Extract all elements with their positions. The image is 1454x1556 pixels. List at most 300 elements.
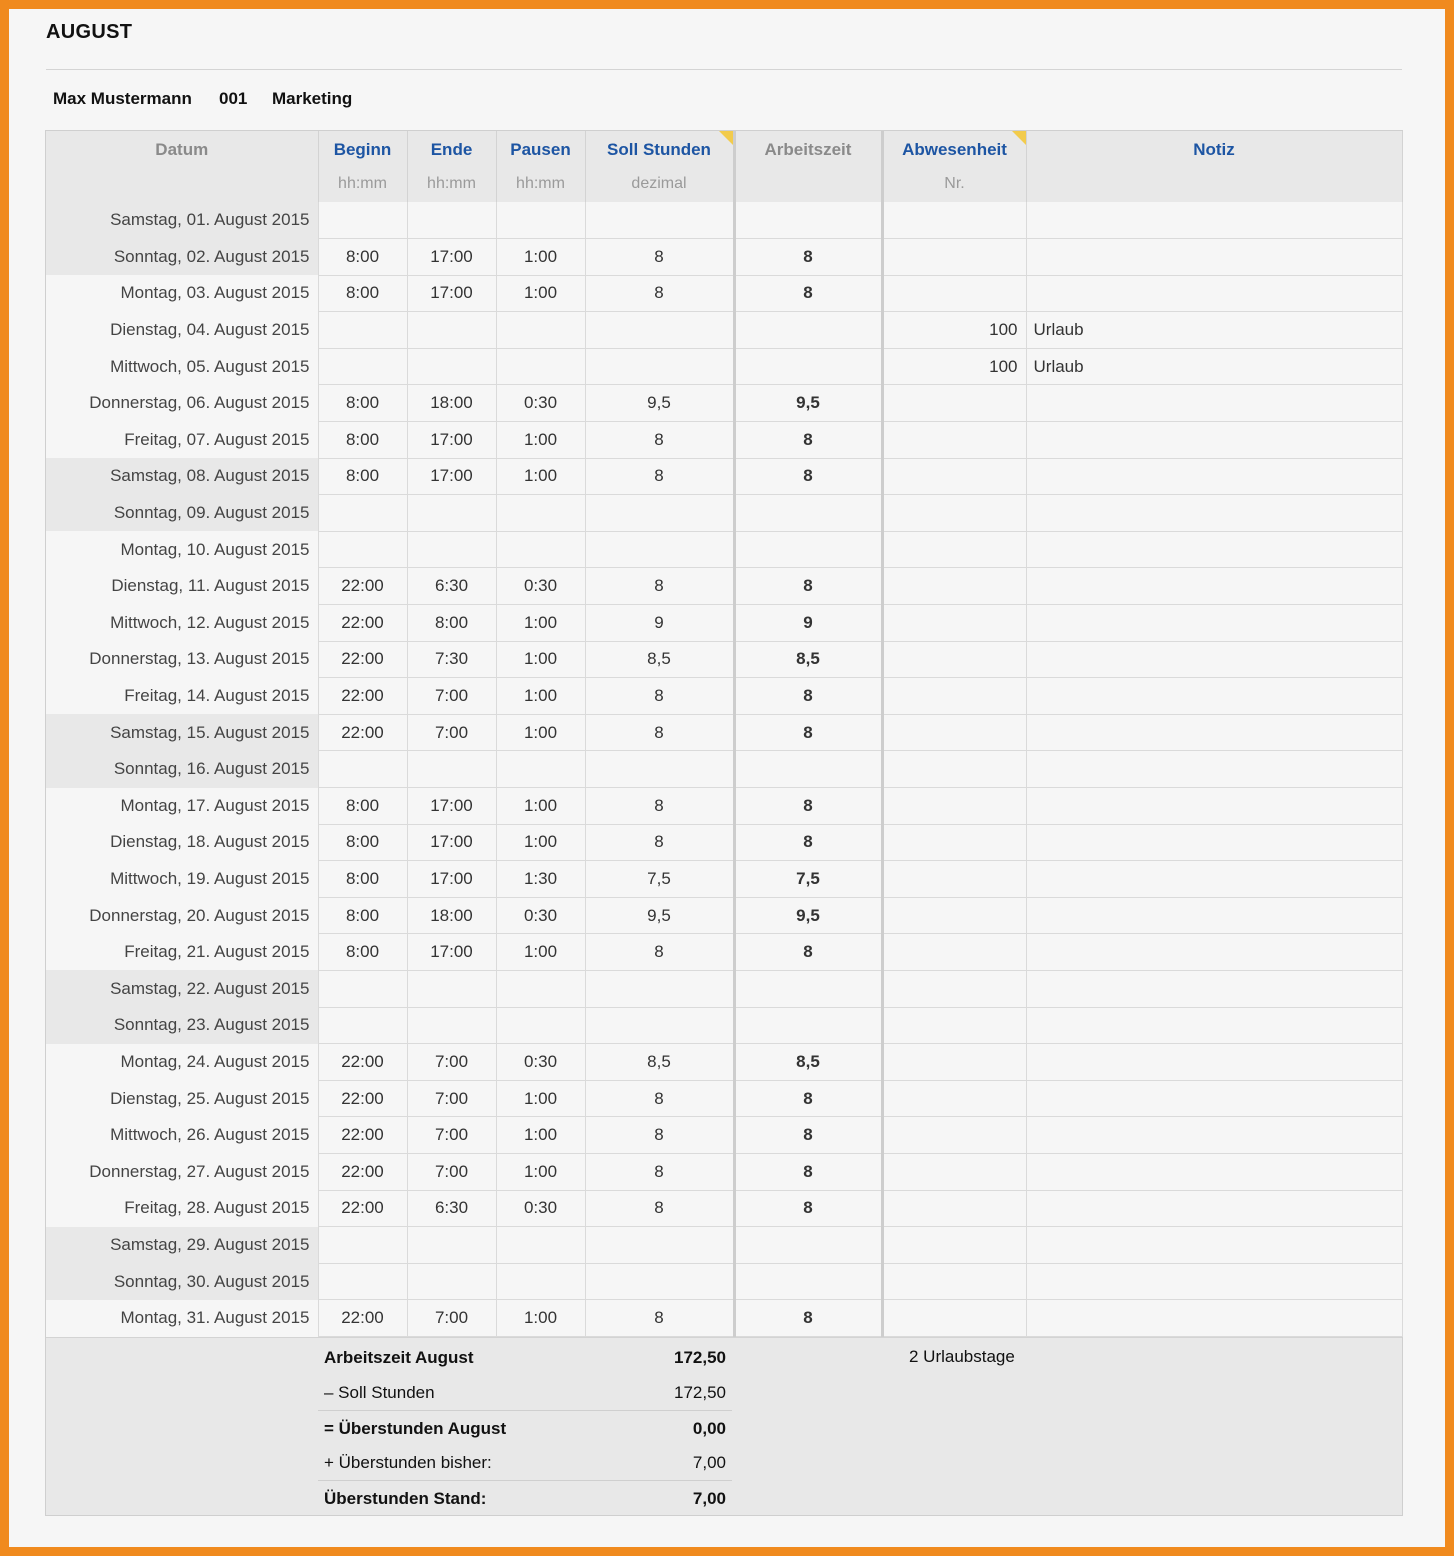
pausen-cell[interactable]: 1:00 bbox=[496, 275, 585, 312]
beginn-cell[interactable] bbox=[318, 751, 407, 788]
ende-cell[interactable]: 7:00 bbox=[407, 1044, 496, 1081]
notiz-cell[interactable] bbox=[1026, 641, 1402, 678]
date-cell: Donnerstag, 20. August 2015 bbox=[46, 897, 318, 934]
table-row bbox=[46, 714, 1402, 751]
arbeitszeit-cell: 8 bbox=[734, 678, 882, 715]
pausen-cell[interactable] bbox=[496, 202, 585, 239]
notiz-cell[interactable] bbox=[1026, 531, 1402, 568]
ende-cell[interactable]: 17:00 bbox=[407, 239, 496, 276]
beginn-cell[interactable] bbox=[318, 1007, 407, 1044]
arbeitszeit-cell: 8 bbox=[734, 275, 882, 312]
beginn-cell[interactable]: 8:00 bbox=[318, 934, 407, 971]
notiz-cell[interactable] bbox=[1026, 495, 1402, 532]
notiz-cell[interactable] bbox=[1026, 458, 1402, 495]
table-row bbox=[46, 1263, 1402, 1300]
abwesenheit-cell[interactable] bbox=[882, 1007, 1026, 1044]
notiz-cell[interactable] bbox=[1026, 605, 1402, 642]
date-cell: Dienstag, 25. August 2015 bbox=[46, 1080, 318, 1117]
ende-cell[interactable]: 17:00 bbox=[407, 934, 496, 971]
table-row bbox=[46, 458, 1402, 495]
arbeitszeit-cell: 8,5 bbox=[734, 641, 882, 678]
abwesenheit-cell[interactable] bbox=[882, 824, 1026, 861]
employee-name: Max Mustermann bbox=[53, 89, 192, 108]
date-cell: Dienstag, 04. August 2015 bbox=[46, 312, 318, 349]
ende-cell[interactable]: 7:00 bbox=[407, 1300, 496, 1337]
soll-cell[interactable]: 9 bbox=[585, 605, 734, 642]
ende-cell[interactable] bbox=[407, 751, 496, 788]
ende-cell[interactable] bbox=[407, 531, 496, 568]
employee-department: Marketing bbox=[272, 89, 353, 108]
beginn-cell[interactable]: 22:00 bbox=[318, 641, 407, 678]
notiz-cell[interactable] bbox=[1026, 1117, 1402, 1154]
table-row bbox=[46, 1190, 1402, 1227]
soll-cell[interactable]: 8 bbox=[585, 824, 734, 861]
ende-cell[interactable] bbox=[407, 1007, 496, 1044]
pausen-cell[interactable] bbox=[496, 531, 585, 568]
date-cell: Dienstag, 11. August 2015 bbox=[46, 568, 318, 605]
pausen-cell[interactable] bbox=[496, 348, 585, 385]
table-row bbox=[46, 1044, 1402, 1081]
ende-cell[interactable] bbox=[407, 1227, 496, 1264]
notiz-cell[interactable] bbox=[1026, 239, 1402, 276]
date-cell: Samstag, 29. August 2015 bbox=[46, 1227, 318, 1264]
arbeitszeit-cell: 8 bbox=[734, 239, 882, 276]
soll-cell[interactable]: 9,5 bbox=[585, 897, 734, 934]
beginn-cell[interactable]: 22:00 bbox=[318, 1153, 407, 1190]
ende-cell[interactable]: 7:00 bbox=[407, 1117, 496, 1154]
col-soll-stunden[interactable]: Soll Stunden dezimal bbox=[585, 131, 734, 202]
table-row bbox=[46, 568, 1402, 605]
arbeitszeit-cell bbox=[734, 312, 882, 349]
arbeitszeit-cell: 8 bbox=[734, 934, 882, 971]
beginn-cell[interactable] bbox=[318, 1263, 407, 1300]
abwesenheit-cell[interactable] bbox=[882, 422, 1026, 459]
arbeitszeit-cell bbox=[734, 970, 882, 1007]
table-row bbox=[46, 312, 1402, 349]
soll-cell[interactable] bbox=[585, 1227, 734, 1264]
table-row bbox=[46, 495, 1402, 532]
beginn-cell[interactable]: 22:00 bbox=[318, 714, 407, 751]
date-cell: Mittwoch, 05. August 2015 bbox=[46, 348, 318, 385]
date-cell: Montag, 17. August 2015 bbox=[46, 788, 318, 825]
arbeitszeit-cell: 8 bbox=[734, 1190, 882, 1227]
pausen-cell[interactable] bbox=[496, 495, 585, 532]
arbeitszeit-cell bbox=[734, 495, 882, 532]
ende-cell[interactable]: 7:00 bbox=[407, 714, 496, 751]
soll-cell[interactable]: 8 bbox=[585, 678, 734, 715]
pausen-cell[interactable] bbox=[496, 312, 585, 349]
notiz-cell[interactable] bbox=[1026, 568, 1402, 605]
ende-cell[interactable]: 17:00 bbox=[407, 861, 496, 898]
ende-cell[interactable] bbox=[407, 495, 496, 532]
notiz-cell[interactable]: Urlaub bbox=[1026, 348, 1402, 385]
soll-cell[interactable]: 8 bbox=[585, 1190, 734, 1227]
soll-cell[interactable]: 9,5 bbox=[585, 385, 734, 422]
abwesenheit-cell[interactable] bbox=[882, 751, 1026, 788]
table-row bbox=[46, 422, 1402, 459]
table-row bbox=[46, 605, 1402, 642]
date-cell: Mittwoch, 12. August 2015 bbox=[46, 605, 318, 642]
ende-cell[interactable] bbox=[407, 312, 496, 349]
pausen-cell[interactable] bbox=[496, 751, 585, 788]
abwesenheit-cell[interactable] bbox=[882, 1263, 1026, 1300]
soll-cell[interactable]: 8 bbox=[585, 714, 734, 751]
col-abwesenheit[interactable]: Abwesenheit Nr. bbox=[882, 131, 1026, 202]
date-cell: Donnerstag, 13. August 2015 bbox=[46, 641, 318, 678]
arbeitszeit-cell: 8 bbox=[734, 1300, 882, 1337]
soll-cell[interactable]: 8,5 bbox=[585, 1044, 734, 1081]
beginn-cell[interactable]: 8:00 bbox=[318, 897, 407, 934]
notiz-cell[interactable] bbox=[1026, 275, 1402, 312]
ende-cell[interactable]: 17:00 bbox=[407, 788, 496, 825]
beginn-cell[interactable]: 22:00 bbox=[318, 568, 407, 605]
ende-cell[interactable]: 8:00 bbox=[407, 605, 496, 642]
table-row bbox=[46, 1080, 1402, 1117]
beginn-cell[interactable]: 8:00 bbox=[318, 239, 407, 276]
pausen-cell[interactable]: 1:30 bbox=[496, 861, 585, 898]
soll-cell[interactable] bbox=[585, 348, 734, 385]
beginn-cell[interactable]: 22:00 bbox=[318, 605, 407, 642]
pausen-cell[interactable] bbox=[496, 1227, 585, 1264]
ende-cell[interactable]: 17:00 bbox=[407, 422, 496, 459]
abwesenheit-cell[interactable] bbox=[882, 861, 1026, 898]
summary-ueberstunden-stand: Überstunden Stand: 7,00 bbox=[318, 1480, 732, 1515]
date-cell: Freitag, 21. August 2015 bbox=[46, 934, 318, 971]
beginn-cell[interactable]: 22:00 bbox=[318, 678, 407, 715]
notiz-cell[interactable] bbox=[1026, 678, 1402, 715]
notiz-cell[interactable] bbox=[1026, 1190, 1402, 1227]
table-row bbox=[46, 1117, 1402, 1154]
date-cell: Sonntag, 02. August 2015 bbox=[46, 239, 318, 276]
date-cell: Mittwoch, 19. August 2015 bbox=[46, 861, 318, 898]
col-ende[interactable]: Ende hh:mm bbox=[407, 131, 496, 202]
arbeitszeit-cell bbox=[734, 531, 882, 568]
date-cell: Samstag, 22. August 2015 bbox=[46, 970, 318, 1007]
table-row bbox=[46, 751, 1402, 788]
abwesenheit-cell[interactable]: 100 bbox=[882, 312, 1026, 349]
arbeitszeit-cell: 8 bbox=[734, 1117, 882, 1154]
notiz-cell[interactable] bbox=[1026, 897, 1402, 934]
abwesenheit-cell[interactable] bbox=[882, 531, 1026, 568]
ende-cell[interactable]: 7:00 bbox=[407, 1080, 496, 1117]
date-cell: Sonntag, 09. August 2015 bbox=[46, 495, 318, 532]
date-cell: Sonntag, 16. August 2015 bbox=[46, 751, 318, 788]
table-row bbox=[46, 1153, 1402, 1190]
abwesenheit-cell[interactable] bbox=[882, 1153, 1026, 1190]
date-cell: Samstag, 01. August 2015 bbox=[46, 202, 318, 239]
abwesenheit-cell[interactable] bbox=[882, 202, 1026, 239]
notiz-cell[interactable] bbox=[1026, 1153, 1402, 1190]
arbeitszeit-cell bbox=[734, 751, 882, 788]
arbeitszeit-cell bbox=[734, 1263, 882, 1300]
abwesenheit-cell[interactable] bbox=[882, 897, 1026, 934]
pausen-cell[interactable]: 1:00 bbox=[496, 1117, 585, 1154]
pausen-cell[interactable]: 0:30 bbox=[496, 897, 585, 934]
date-cell: Donnerstag, 27. August 2015 bbox=[46, 1153, 318, 1190]
notiz-cell[interactable] bbox=[1026, 1007, 1402, 1044]
pausen-cell[interactable]: 1:00 bbox=[496, 1153, 585, 1190]
arbeitszeit-cell: 8 bbox=[734, 824, 882, 861]
beginn-cell[interactable]: 8:00 bbox=[318, 788, 407, 825]
title-divider bbox=[46, 69, 1402, 70]
notiz-cell[interactable] bbox=[1026, 751, 1402, 788]
ende-cell[interactable] bbox=[407, 1263, 496, 1300]
arbeitszeit-cell: 8,5 bbox=[734, 1044, 882, 1081]
ende-cell[interactable] bbox=[407, 970, 496, 1007]
soll-cell[interactable] bbox=[585, 312, 734, 349]
table-row bbox=[46, 1227, 1402, 1264]
notiz-cell[interactable] bbox=[1026, 970, 1402, 1007]
abwesenheit-cell[interactable] bbox=[882, 1044, 1026, 1081]
date-cell: Freitag, 28. August 2015 bbox=[46, 1190, 318, 1227]
abwesenheit-cell[interactable] bbox=[882, 239, 1026, 276]
arbeitszeit-cell: 8 bbox=[734, 1153, 882, 1190]
arbeitszeit-cell: 8 bbox=[734, 788, 882, 825]
pausen-cell[interactable]: 1:00 bbox=[496, 605, 585, 642]
pausen-cell[interactable]: 1:00 bbox=[496, 422, 585, 459]
table-row bbox=[46, 385, 1402, 422]
ende-cell[interactable]: 17:00 bbox=[407, 458, 496, 495]
beginn-cell[interactable]: 8:00 bbox=[318, 385, 407, 422]
beginn-cell[interactable] bbox=[318, 495, 407, 532]
abwesenheit-cell[interactable] bbox=[882, 458, 1026, 495]
arbeitszeit-cell: 9,5 bbox=[734, 897, 882, 934]
date-cell: Freitag, 14. August 2015 bbox=[46, 678, 318, 715]
col-arbeitszeit: Arbeitszeit bbox=[734, 131, 882, 202]
table-row bbox=[46, 934, 1402, 971]
abwesenheit-cell[interactable] bbox=[882, 1117, 1026, 1154]
soll-cell[interactable]: 8 bbox=[585, 568, 734, 605]
pausen-cell[interactable]: 1:00 bbox=[496, 934, 585, 971]
beginn-cell[interactable]: 22:00 bbox=[318, 1117, 407, 1154]
summary-arbeitszeit: Arbeitszeit August 172,50 bbox=[324, 1347, 726, 1367]
table-row bbox=[46, 1007, 1402, 1044]
notiz-cell[interactable] bbox=[1026, 861, 1402, 898]
employee-number: 001 bbox=[219, 89, 248, 108]
notiz-cell[interactable] bbox=[1026, 824, 1402, 861]
pausen-cell[interactable]: 0:30 bbox=[496, 1190, 585, 1227]
abwesenheit-cell[interactable] bbox=[882, 1190, 1026, 1227]
abwesenheit-cell[interactable] bbox=[882, 714, 1026, 751]
abwesenheit-cell[interactable] bbox=[882, 275, 1026, 312]
pausen-cell[interactable]: 1:00 bbox=[496, 1080, 585, 1117]
ende-cell[interactable]: 18:00 bbox=[407, 385, 496, 422]
abwesenheit-cell[interactable] bbox=[882, 970, 1026, 1007]
table-row bbox=[46, 788, 1402, 825]
beginn-cell[interactable] bbox=[318, 312, 407, 349]
table-row bbox=[46, 678, 1402, 715]
beginn-cell[interactable]: 22:00 bbox=[318, 1300, 407, 1337]
soll-cell[interactable]: 8 bbox=[585, 1117, 734, 1154]
page-title: AUGUST bbox=[46, 21, 133, 43]
arbeitszeit-cell bbox=[734, 1007, 882, 1044]
abwesenheit-cell[interactable] bbox=[882, 641, 1026, 678]
notiz-cell[interactable] bbox=[1026, 1080, 1402, 1117]
pausen-cell[interactable]: 1:00 bbox=[496, 239, 585, 276]
table-row bbox=[46, 1300, 1402, 1337]
ende-cell[interactable]: 6:30 bbox=[407, 1190, 496, 1227]
pausen-cell[interactable] bbox=[496, 1007, 585, 1044]
ende-cell[interactable]: 7:00 bbox=[407, 1153, 496, 1190]
pausen-cell[interactable] bbox=[496, 1263, 585, 1300]
beginn-cell[interactable]: 22:00 bbox=[318, 1190, 407, 1227]
table-row bbox=[46, 824, 1402, 861]
table-row bbox=[46, 202, 1402, 239]
abwesenheit-cell[interactable] bbox=[882, 678, 1026, 715]
pausen-cell[interactable]: 1:00 bbox=[496, 1300, 585, 1337]
notiz-cell[interactable] bbox=[1026, 934, 1402, 971]
date-cell: Montag, 31. August 2015 bbox=[46, 1300, 318, 1337]
beginn-cell[interactable]: 22:00 bbox=[318, 1080, 407, 1117]
abwesenheit-cell[interactable] bbox=[882, 1300, 1026, 1337]
soll-cell[interactable] bbox=[585, 751, 734, 788]
date-cell: Montag, 10. August 2015 bbox=[46, 531, 318, 568]
soll-cell[interactable]: 8 bbox=[585, 788, 734, 825]
date-cell: Freitag, 07. August 2015 bbox=[46, 422, 318, 459]
soll-cell[interactable] bbox=[585, 1263, 734, 1300]
abwesenheit-cell[interactable] bbox=[882, 934, 1026, 971]
abwesenheit-cell[interactable] bbox=[882, 605, 1026, 642]
table-row bbox=[46, 531, 1402, 568]
date-cell: Sonntag, 30. August 2015 bbox=[46, 1263, 318, 1300]
soll-cell[interactable] bbox=[585, 970, 734, 1007]
date-cell: Montag, 03. August 2015 bbox=[46, 275, 318, 312]
col-datum: Datum bbox=[46, 131, 318, 202]
beginn-cell[interactable] bbox=[318, 531, 407, 568]
pausen-cell[interactable] bbox=[496, 970, 585, 1007]
pausen-cell[interactable]: 1:00 bbox=[496, 788, 585, 825]
abwesenheit-cell[interactable] bbox=[882, 495, 1026, 532]
arbeitszeit-cell: 9,5 bbox=[734, 385, 882, 422]
pausen-cell[interactable]: 1:00 bbox=[496, 824, 585, 861]
abwesenheit-cell[interactable] bbox=[882, 788, 1026, 825]
col-beginn[interactable]: Beginn hh:mm bbox=[318, 131, 407, 202]
soll-cell[interactable]: 8 bbox=[585, 422, 734, 459]
arbeitszeit-cell: 8 bbox=[734, 568, 882, 605]
arbeitszeit-cell bbox=[734, 348, 882, 385]
ende-cell[interactable]: 18:00 bbox=[407, 897, 496, 934]
notiz-cell[interactable] bbox=[1026, 1227, 1402, 1264]
soll-cell[interactable]: 8 bbox=[585, 1300, 734, 1337]
notiz-cell[interactable] bbox=[1026, 788, 1402, 825]
abwesenheit-cell[interactable] bbox=[882, 1227, 1026, 1264]
soll-cell[interactable]: 8,5 bbox=[585, 641, 734, 678]
notiz-cell[interactable] bbox=[1026, 385, 1402, 422]
abwesenheit-cell[interactable]: 100 bbox=[882, 348, 1026, 385]
soll-cell[interactable] bbox=[585, 1007, 734, 1044]
summary-panel bbox=[46, 1337, 1402, 1515]
pausen-cell[interactable]: 0:30 bbox=[496, 385, 585, 422]
notiz-cell[interactable] bbox=[1026, 1263, 1402, 1300]
ende-cell[interactable]: 6:30 bbox=[407, 568, 496, 605]
soll-cell[interactable]: 8 bbox=[585, 275, 734, 312]
pausen-cell[interactable]: 1:00 bbox=[496, 714, 585, 751]
date-cell: Montag, 24. August 2015 bbox=[46, 1044, 318, 1081]
ende-cell[interactable]: 17:00 bbox=[407, 275, 496, 312]
ende-cell[interactable] bbox=[407, 202, 496, 239]
arbeitszeit-cell: 7,5 bbox=[734, 861, 882, 898]
timesheet bbox=[45, 130, 1403, 1516]
beginn-cell[interactable]: 8:00 bbox=[318, 861, 407, 898]
beginn-cell[interactable]: 22:00 bbox=[318, 1044, 407, 1081]
table-row bbox=[46, 641, 1402, 678]
notiz-cell[interactable] bbox=[1026, 202, 1402, 239]
arbeitszeit-cell: 9 bbox=[734, 605, 882, 642]
arbeitszeit-cell: 8 bbox=[734, 1080, 882, 1117]
pausen-cell[interactable]: 1:00 bbox=[496, 458, 585, 495]
table-row bbox=[46, 239, 1402, 276]
date-cell: Samstag, 08. August 2015 bbox=[46, 458, 318, 495]
pausen-cell[interactable]: 0:30 bbox=[496, 568, 585, 605]
summary-ueberstunden-bisher: + Überstunden bisher: 7,00 bbox=[324, 1452, 726, 1472]
beginn-cell[interactable] bbox=[318, 970, 407, 1007]
soll-cell[interactable]: 8 bbox=[585, 1153, 734, 1190]
pausen-cell[interactable]: 0:30 bbox=[496, 1044, 585, 1081]
notiz-cell[interactable] bbox=[1026, 422, 1402, 459]
beginn-cell[interactable]: 8:00 bbox=[318, 824, 407, 861]
soll-cell[interactable] bbox=[585, 531, 734, 568]
abwesenheit-cell[interactable] bbox=[882, 385, 1026, 422]
timesheet-table bbox=[46, 131, 1403, 1337]
table-row bbox=[46, 897, 1402, 934]
arbeitszeit-cell: 8 bbox=[734, 714, 882, 751]
col-notiz[interactable]: Notiz bbox=[1026, 131, 1402, 202]
soll-cell[interactable]: 8 bbox=[585, 239, 734, 276]
pausen-cell[interactable]: 1:00 bbox=[496, 641, 585, 678]
table-row bbox=[46, 348, 1402, 385]
ende-cell[interactable]: 17:00 bbox=[407, 824, 496, 861]
soll-cell[interactable]: 8 bbox=[585, 458, 734, 495]
soll-cell[interactable]: 7,5 bbox=[585, 861, 734, 898]
arbeitszeit-cell: 8 bbox=[734, 422, 882, 459]
summary-soll-stunden: – Soll Stunden 172,50 bbox=[324, 1382, 726, 1402]
ende-cell[interactable] bbox=[407, 348, 496, 385]
arbeitszeit-cell: 8 bbox=[734, 458, 882, 495]
header-row bbox=[46, 131, 1402, 202]
ende-cell[interactable]: 7:30 bbox=[407, 641, 496, 678]
col-pausen[interactable]: Pausen hh:mm bbox=[496, 131, 585, 202]
date-cell: Donnerstag, 06. August 2015 bbox=[46, 385, 318, 422]
summary-urlaubstage: 2 Urlaubstage bbox=[909, 1346, 1015, 1366]
beginn-cell[interactable] bbox=[318, 348, 407, 385]
ende-cell[interactable]: 7:00 bbox=[407, 678, 496, 715]
soll-cell[interactable] bbox=[585, 202, 734, 239]
notiz-cell[interactable] bbox=[1026, 714, 1402, 751]
date-cell: Samstag, 15. August 2015 bbox=[46, 714, 318, 751]
notiz-cell[interactable]: Urlaub bbox=[1026, 312, 1402, 349]
summary-ueberstunden-monat: = Überstunden August 0,00 bbox=[318, 1410, 732, 1445]
beginn-cell[interactable] bbox=[318, 202, 407, 239]
soll-cell[interactable]: 8 bbox=[585, 1080, 734, 1117]
abwesenheit-cell[interactable] bbox=[882, 1080, 1026, 1117]
notiz-cell[interactable] bbox=[1026, 1300, 1402, 1337]
beginn-cell[interactable]: 8:00 bbox=[318, 458, 407, 495]
beginn-cell[interactable] bbox=[318, 1227, 407, 1264]
beginn-cell[interactable]: 8:00 bbox=[318, 422, 407, 459]
arbeitszeit-cell bbox=[734, 202, 882, 239]
soll-cell[interactable] bbox=[585, 495, 734, 532]
pausen-cell[interactable]: 1:00 bbox=[496, 678, 585, 715]
abwesenheit-cell[interactable] bbox=[882, 568, 1026, 605]
table-row bbox=[46, 275, 1402, 312]
notiz-cell[interactable] bbox=[1026, 1044, 1402, 1081]
table-row bbox=[46, 861, 1402, 898]
date-cell: Dienstag, 18. August 2015 bbox=[46, 824, 318, 861]
arbeitszeit-cell bbox=[734, 1227, 882, 1264]
date-cell: Mittwoch, 26. August 2015 bbox=[46, 1117, 318, 1154]
beginn-cell[interactable]: 8:00 bbox=[318, 275, 407, 312]
soll-cell[interactable]: 8 bbox=[585, 934, 734, 971]
